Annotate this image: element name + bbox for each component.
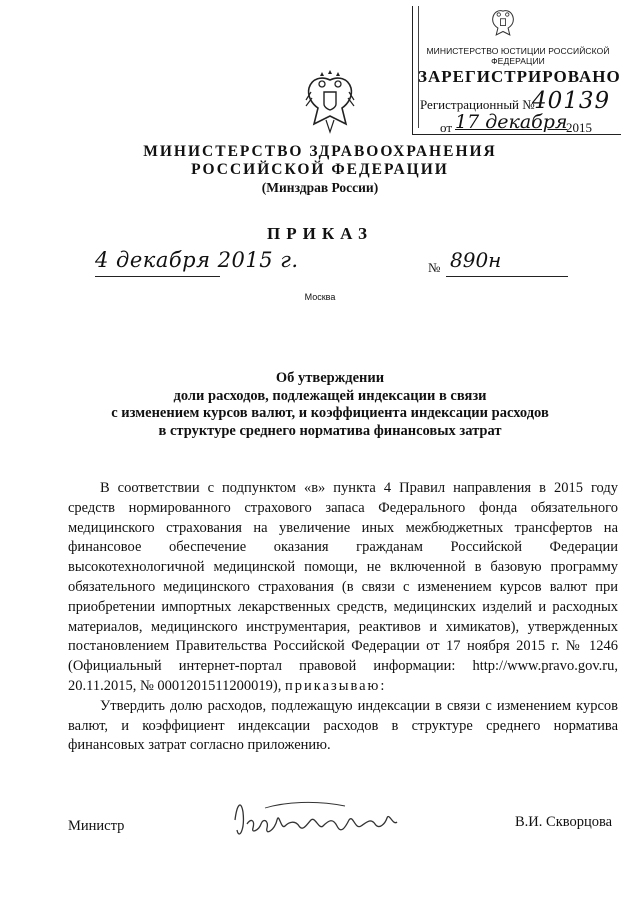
ministry-name-line2: РОССИЙСКОЙ ФЕДЕРАЦИИ	[191, 161, 449, 178]
signatory-name: В.И. Скворцова	[515, 814, 613, 830]
stamp-registered-label: ЗАРЕГИСТРИРОВАНО	[418, 67, 621, 86]
coat-of-arms-icon	[302, 70, 358, 134]
stamp-year: 2015	[566, 120, 592, 135]
stamp-ministry-name: МИНИСТЕРСТВО ЮСТИЦИИ РОССИЙСКОЙ ФЕДЕРАЦИИ	[426, 46, 610, 66]
subject-line: с изменением курсов валют, и коэффициента индексации расходов	[111, 405, 549, 421]
stamp-date-prefix: от	[440, 120, 453, 135]
ministry-name	[0, 143, 640, 179]
city: Москва	[304, 292, 336, 302]
subject-line: Об утверждении	[275, 370, 385, 386]
order-subject	[60, 370, 600, 440]
stamp-registration-number-label: Регистрационный №	[420, 97, 535, 112]
body-paragraph-1-text: В соответствии с подпунктом «в» пункта 4 Правил направления в 2015 году средств нормированного страхового запаса Федерального фонда обязательного медицинского страхования на увеличение иных межбюджетных трансфертов на финансовое обеспечение оказания гражданам Российской Федерации высокотехнологичной медицинской помощи, не включенной в базовую программу обязательного медицинского страхования (в связи с изменением курсов валют при приобретении импортных лекарственных средств, медицинских изделий и расходных материалов, медицинского инструментария, реактивов и химикатов), утвержденных постановлением Правительства Российской Федерации от 17 ноября 2015 г. № 1246 (Официальный интернет-портал правовой информации: http://www.pravo.gov.ru, 20.11.2015, № 0001201511200019),	[68, 480, 618, 694]
order-number: 890н	[450, 248, 502, 272]
subject-line: в структуре среднего норматива финансовых затрат	[158, 422, 502, 439]
ministry-short-name: (Минздрав России)	[261, 180, 379, 195]
order-command: приказываю:	[284, 677, 387, 694]
body-paragraph-1	[68, 479, 618, 697]
order-date-underline	[95, 276, 220, 277]
stamp-registration-number: 40139	[532, 88, 611, 114]
stamp-date: 17 декабря	[455, 111, 568, 133]
order-body	[68, 479, 618, 756]
order-number-underline	[446, 276, 568, 277]
signatory-role: Министр	[68, 818, 125, 834]
ministry-name-line1: МИНИСТЕРСТВО ЗДРАВООХРАНЕНИЯ	[143, 143, 497, 160]
subject-line: доли расходов, подлежащей индексации в связи	[173, 387, 487, 404]
handwritten-signature-icon	[225, 790, 415, 850]
order-number-sign: №	[428, 260, 441, 275]
order-date: 4 декабря 2015 г.	[95, 248, 299, 272]
body-paragraph-2: Утвердить долю расходов, подлежащую индексации в связи с изменением курсов валют, и коэффициент индексации расходов в структуре среднего норматива финансовых затрат согласно приложению.	[68, 697, 618, 754]
stamp-coat-of-arms-icon	[486, 6, 520, 40]
order-title: ПРИКАЗ	[267, 224, 373, 243]
